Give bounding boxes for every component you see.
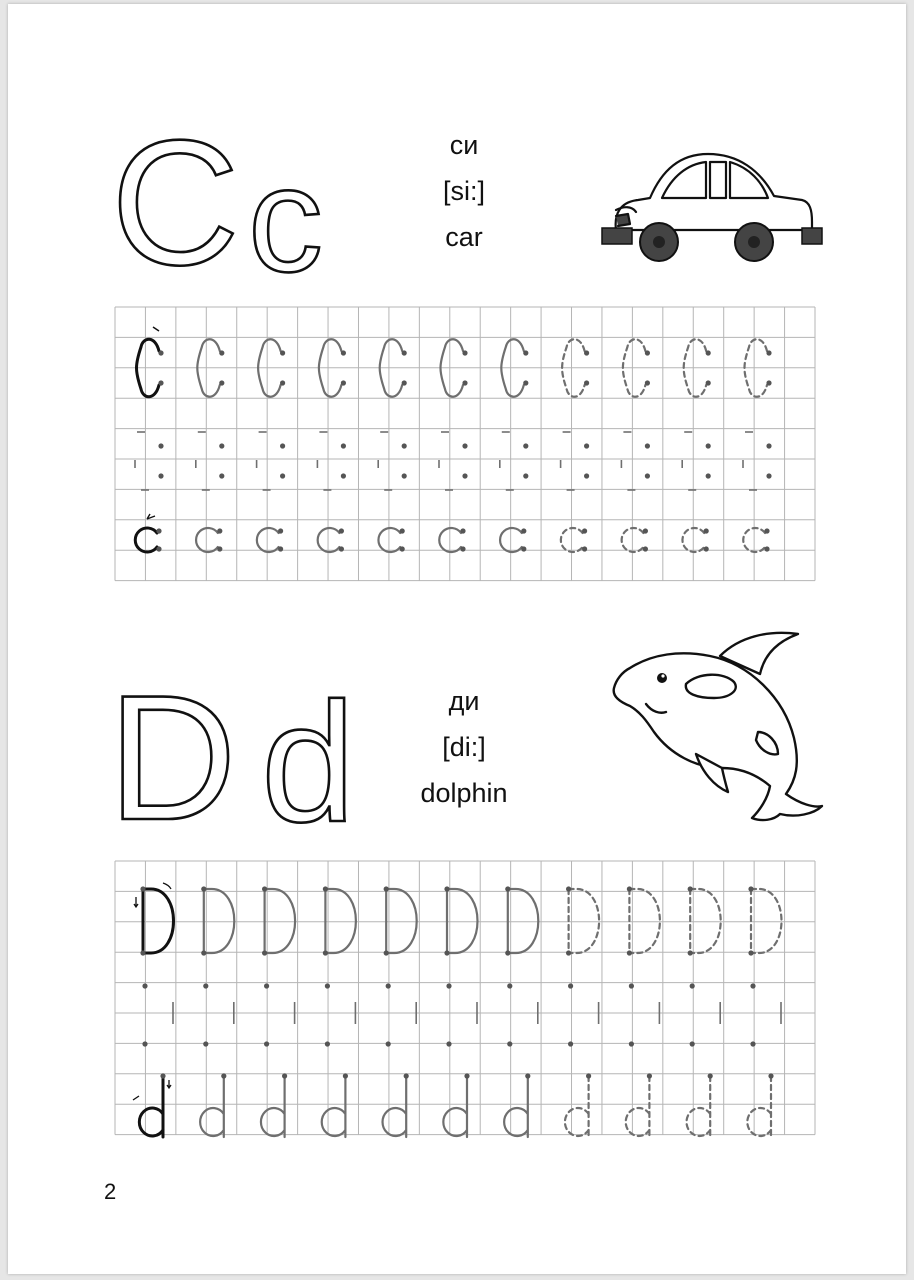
trace-lower-c: [196, 528, 222, 552]
trace-guide-c: [439, 432, 468, 490]
trace-upper-d: [627, 886, 660, 955]
trace-lower-d: [383, 1073, 409, 1137]
trace-upper-d: [688, 886, 721, 955]
trace-lower-c: [257, 528, 283, 552]
trace-lower-d: [322, 1073, 348, 1137]
trace-guide-c: [317, 432, 346, 490]
trace-lower-c: [561, 528, 587, 552]
trace-guide-d: [203, 983, 234, 1046]
trace-guide-c: [561, 432, 590, 490]
trace-guide-c: [621, 432, 650, 490]
trace-lower-d: [443, 1073, 469, 1137]
trace-guide-d: [446, 983, 477, 1046]
trace-lower-d: [261, 1073, 287, 1137]
trace-lower-d: [565, 1073, 591, 1137]
letter-c-upper: C: [111, 103, 240, 302]
trace-upper-d: [748, 886, 781, 955]
trace-upper-d: [566, 886, 599, 955]
trace-guide-d: [264, 983, 295, 1046]
trace-guide-c: [682, 432, 711, 490]
trace-lower-d: [504, 1073, 530, 1137]
trace-lower-c: [743, 528, 769, 552]
letter-d-lower: d: [261, 668, 356, 858]
trace-guide-d: [142, 983, 173, 1046]
trace-guide-c: [135, 432, 164, 490]
trace-lower-c: [318, 528, 344, 552]
trace-guide-d: [325, 983, 356, 1046]
trace-guide-c: [500, 432, 529, 490]
word-dolphin: dolphin: [420, 778, 508, 808]
russian-reading-d: ди: [448, 686, 480, 716]
letter-d-upper: D: [108, 658, 237, 857]
trace-guide-d: [568, 983, 599, 1046]
trace-lower-c: [439, 528, 465, 552]
trace-guide-d: [690, 983, 721, 1046]
trace-guide-d: [386, 983, 417, 1046]
tracing-worksheet: [8, 4, 906, 1274]
trace-lower-d: [747, 1073, 773, 1137]
trace-lower-c: [500, 528, 526, 552]
trace-guide-c: [196, 432, 225, 490]
trace-guide-c: [743, 432, 772, 490]
page-number: 2: [104, 1179, 117, 1204]
trace-lower-d: [687, 1073, 713, 1137]
trace-lower-c: [622, 528, 648, 552]
word-car: car: [445, 222, 483, 252]
trace-guide-c: [378, 432, 407, 490]
trace-guide-c: [257, 432, 286, 490]
workbook-page: [8, 4, 906, 1274]
trace-lower-d: [626, 1073, 652, 1137]
trace-guide-d: [750, 983, 781, 1046]
trace-guide-d: [507, 983, 538, 1046]
transcription-d: [di:]: [442, 732, 486, 762]
trace-lower-d: [133, 1073, 171, 1137]
trace-lower-d: [200, 1073, 226, 1137]
trace-upper-d: [134, 883, 174, 956]
trace-lower-c: [682, 528, 708, 552]
letter-c-lower: c: [248, 135, 323, 303]
russian-reading-c: си: [449, 130, 479, 160]
trace-guide-d: [629, 983, 660, 1046]
trace-lower-c: [378, 528, 404, 552]
transcription-c: [si:]: [442, 176, 485, 206]
